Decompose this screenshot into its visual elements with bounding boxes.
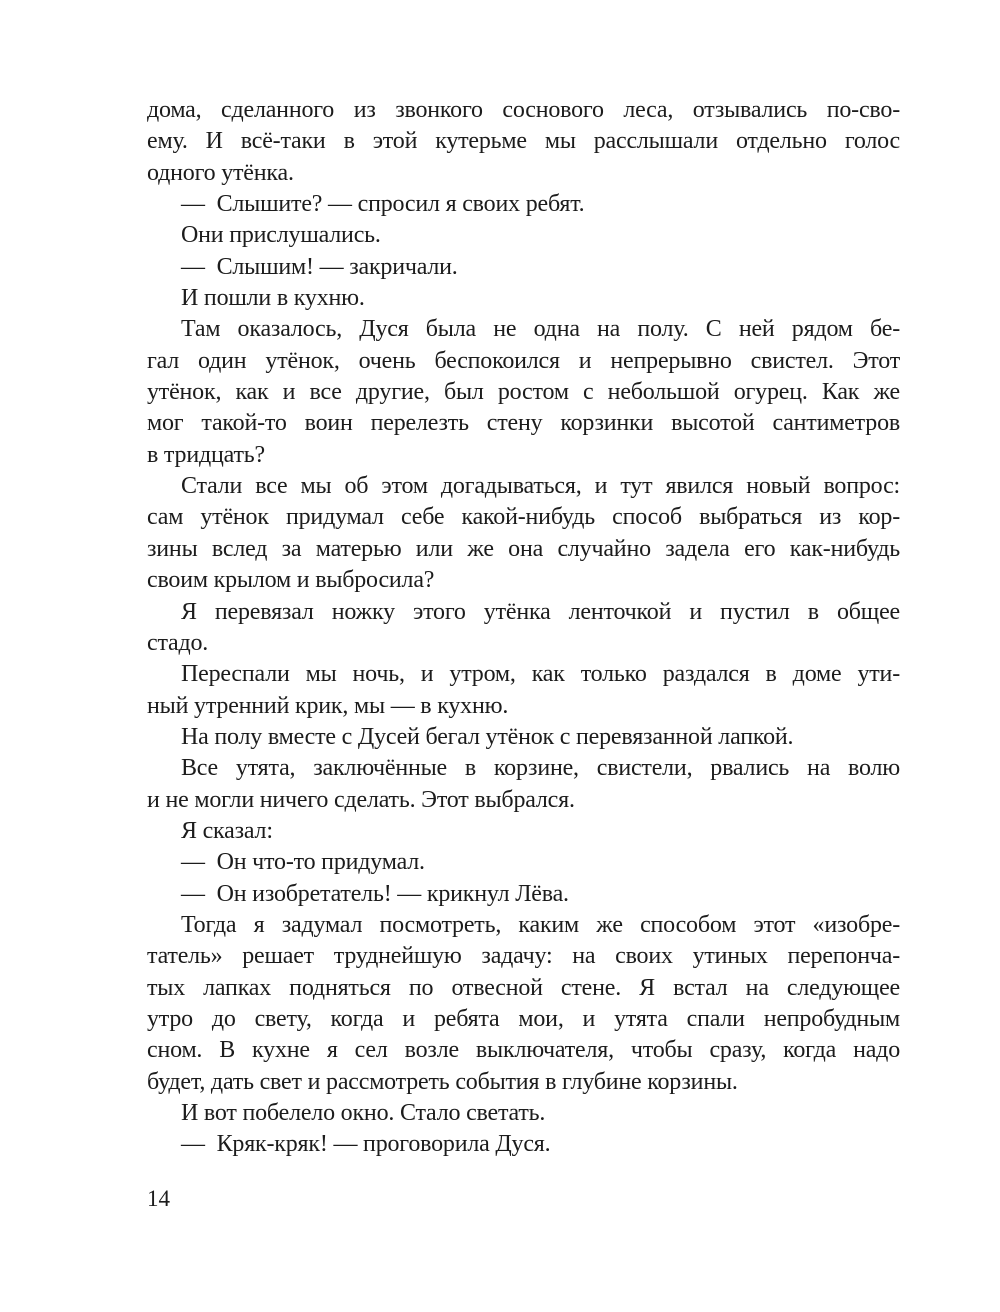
text-line: — Слышим! — закричали.	[181, 253, 458, 280]
text-line: татель» решает труднейшую задачу: на своих утиных перепонча-	[147, 943, 900, 970]
text-line: ему. И всё-таки в этой кутерьме мы расслышали отдельно голос	[147, 128, 900, 155]
text-line: — Кряк-кряк! — проговорила Дуся.	[181, 1131, 551, 1158]
text-line: Переспали мы ночь, и утром, как только раздался в доме ути-	[181, 661, 900, 688]
text-line: На полу вместе с Дусей бегал утёнок с перевязанной лапкой.	[181, 723, 794, 750]
text-line: — Он изобретатель! — крикнул Лёва.	[181, 880, 569, 907]
text-line: Они прислушались.	[181, 222, 381, 249]
text-line: стадо.	[147, 629, 209, 656]
text-line: одного утёнка.	[147, 159, 294, 186]
text-line: ный утренний крик, мы — в кухню.	[147, 692, 509, 719]
text-line: сном. В кухне я сел возле выключателя, чтобы сразу, когда надо	[147, 1037, 900, 1064]
text-line: — Слышите? — спросил я своих ребят.	[181, 191, 585, 218]
text-line: Там оказалось, Дуся была не одна на полу. С ней рядом бе-	[181, 316, 900, 343]
text-line: — Он что-то придумал.	[181, 849, 425, 876]
text-line: тых лапках подняться по отвесной стене. Я встал на следующее	[147, 974, 900, 1001]
text-line: дома, сделанного из звонкого соснового леса, отзывались по-сво-	[147, 97, 900, 123]
text-line: гал один утёнок, очень беспокоился и непрерывно свистел. Этот	[147, 347, 900, 374]
text-line: Все утята, заключённые в корзине, свистели, рвались на волю	[181, 755, 900, 782]
text-line: Я сказал:	[181, 817, 273, 844]
text-line: мог такой-то воин перелезть стену корзинки высотой сантиметров	[147, 410, 900, 437]
page-text	[147, 95, 900, 1161]
page-number: 14	[147, 1186, 170, 1211]
text-line: Тогда я задумал посмотреть, каким же способом этот «изобре-	[181, 911, 900, 938]
text-line: будет, дать свет и рассмотреть события в глубине корзины.	[147, 1068, 738, 1095]
text-line: И вот побелело окно. Стало светать.	[181, 1100, 546, 1126]
text-line: и не могли ничего сделать. Этот выбрался.	[147, 786, 575, 813]
text-line: зины вслед за матерью или же она случайно задела его как-нибудь	[147, 535, 900, 562]
text-line: сам утёнок придумал себе какой-нибудь способ выбраться из кор-	[147, 504, 900, 531]
text-line: утёнок, как и все другие, был ростом с небольшой огурец. Как же	[147, 379, 900, 406]
text-line: утро до свету, когда и ребята мои, и утята спали непробудным	[147, 1005, 900, 1032]
text-line: Я перевязал ножку этого утёнка ленточкой и пустил в общее	[181, 598, 900, 625]
text-line: Стали все мы об этом догадываться, и тут явился новый вопрос:	[181, 473, 900, 500]
text-line: в тридцать?	[147, 441, 265, 468]
text-line: И пошли в кухню.	[181, 285, 365, 312]
text-line: своим крылом и выбросила?	[147, 567, 435, 594]
